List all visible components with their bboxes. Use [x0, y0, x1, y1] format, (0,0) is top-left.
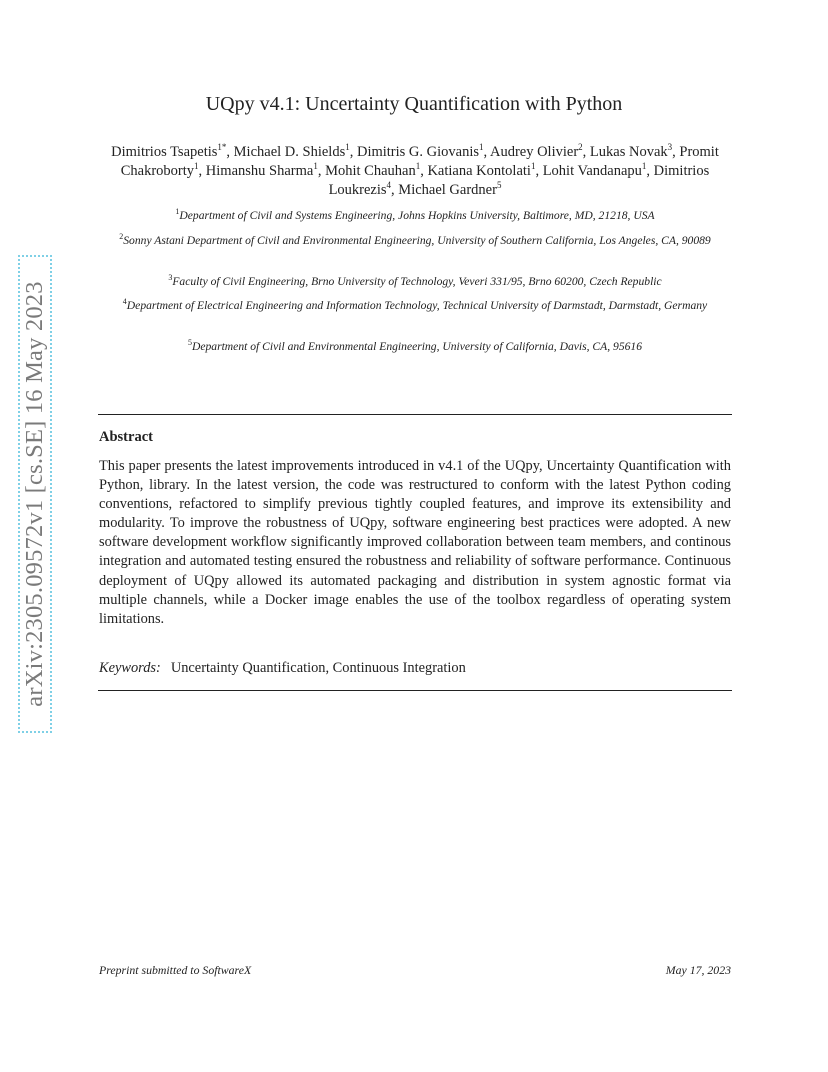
author-affiliation-mark: 2: [578, 142, 583, 153]
author-separator: ,: [535, 163, 543, 179]
author-name: Michael D. Shields: [233, 144, 346, 160]
footer-date: May 17, 2023: [665, 963, 731, 977]
author-affiliation-mark: 1: [194, 161, 199, 172]
author-affiliation-mark: 1: [530, 161, 536, 172]
author-separator: ,: [483, 144, 490, 160]
author-separator: ,: [646, 163, 654, 179]
author-list: [98, 143, 732, 200]
affiliation-2: $^2$Sonny Astani Department of Civil and Environmental Engineering, University of Southern California, Los Angeles, CA, 90089: [119, 232, 711, 247]
footer-preprint-note: Preprint submitted to SoftwareX: [99, 963, 252, 977]
abstract-bottom-rule: [98, 690, 732, 691]
author-name: Michael Gardner: [398, 182, 497, 198]
author-separator: ,: [317, 163, 326, 179]
author-affiliation-mark: 1: [415, 161, 421, 172]
author-affiliation-mark: 4: [386, 180, 392, 191]
author-name: Dimitris G. Giovanis: [356, 144, 480, 160]
author-affiliation-mark: 5: [496, 180, 502, 191]
author-separator: ,: [198, 163, 206, 179]
affiliation-3: $^3$Faculty of Civil Engineering, Brno University of Technology, Veveri 331/95, Brno 60200, Czech Republic: [168, 273, 662, 288]
author-name: Dimitrios Loukrezis: [328, 163, 710, 198]
author-affiliation-mark: 1: [345, 142, 350, 153]
author-affiliation-mark: 1: [313, 161, 318, 172]
author-name: Mohit Chauhan: [325, 163, 416, 179]
author-separator: ,: [391, 182, 399, 198]
arxiv-identifier: arXiv:2305.09572v1 [cs.SE] 16 May 2023: [21, 281, 48, 707]
keywords-label: Keywords:: [99, 660, 161, 676]
author-name: Audrey Olivier: [489, 144, 579, 160]
author-affiliation-mark: 1*: [217, 142, 227, 153]
abstract-top-rule: [98, 414, 732, 415]
author-separator: ,: [226, 144, 234, 160]
author-name: Dimitrios Tsapetis: [111, 144, 218, 160]
author-name: Himanshu Sharma: [205, 163, 314, 179]
author-separator: ,: [582, 144, 590, 160]
author-affiliation-mark: 1: [479, 142, 484, 153]
keywords-value: Uncertainty Quantification, Continuous Integration: [170, 660, 466, 676]
author-separator: ,: [420, 163, 428, 179]
author-name: Promit Chakroborty: [120, 144, 719, 179]
affiliation-1: $^1$Department of Civil and Systems Engineering, Johns Hopkins University, Baltimore, MD, 21218, USA: [175, 207, 655, 222]
author-name: Lukas Novak: [589, 144, 668, 160]
author-affiliation-mark: 3: [667, 142, 673, 153]
keywords-line: [99, 660, 466, 677]
abstract-body: This paper presents the latest improvements introduced in v4.1 of the UQpy, Uncertainty Quantification with Python, library. In the latest version, the code was restructured to conform with the latest Python coding conventions, refactored to simplify previous tightly coupled features, and improve its extensibility and modularity. To improve the robustness of UQpy, software engineering best practices were adopted. A new software development workflow significantly improved collaboration between team members, and continous integration and automated testing ensured the robustness and reliability of software performance. Continuous deployment of UQpy allowed its automated packaging and distribution in system agnostic format via multiple channels, while a Docker image enables the use of the toolbox regardless of operating system limitations.: [99, 458, 731, 627]
affiliation-5: $^5$Department of Civil and Environmental Engineering, University of California, Davis, CA, 95616: [187, 338, 643, 353]
abstract-heading: Abstract: [99, 429, 153, 445]
author-separator: ,: [349, 144, 357, 160]
author-name: Katiana Kontolati: [427, 163, 531, 179]
author-separator: ,: [672, 144, 680, 160]
paper-title: UQpy v4.1: Uncertainty Quantification with Python: [205, 93, 623, 115]
affiliation-4: $^4$Department of Electrical Engineering and Information Technology, Technical University of Darmstadt, Darmstadt, Germany: [122, 297, 708, 312]
author-name: Lohit Vandanapu: [542, 163, 642, 179]
author-affiliation-mark: 1: [641, 161, 647, 172]
